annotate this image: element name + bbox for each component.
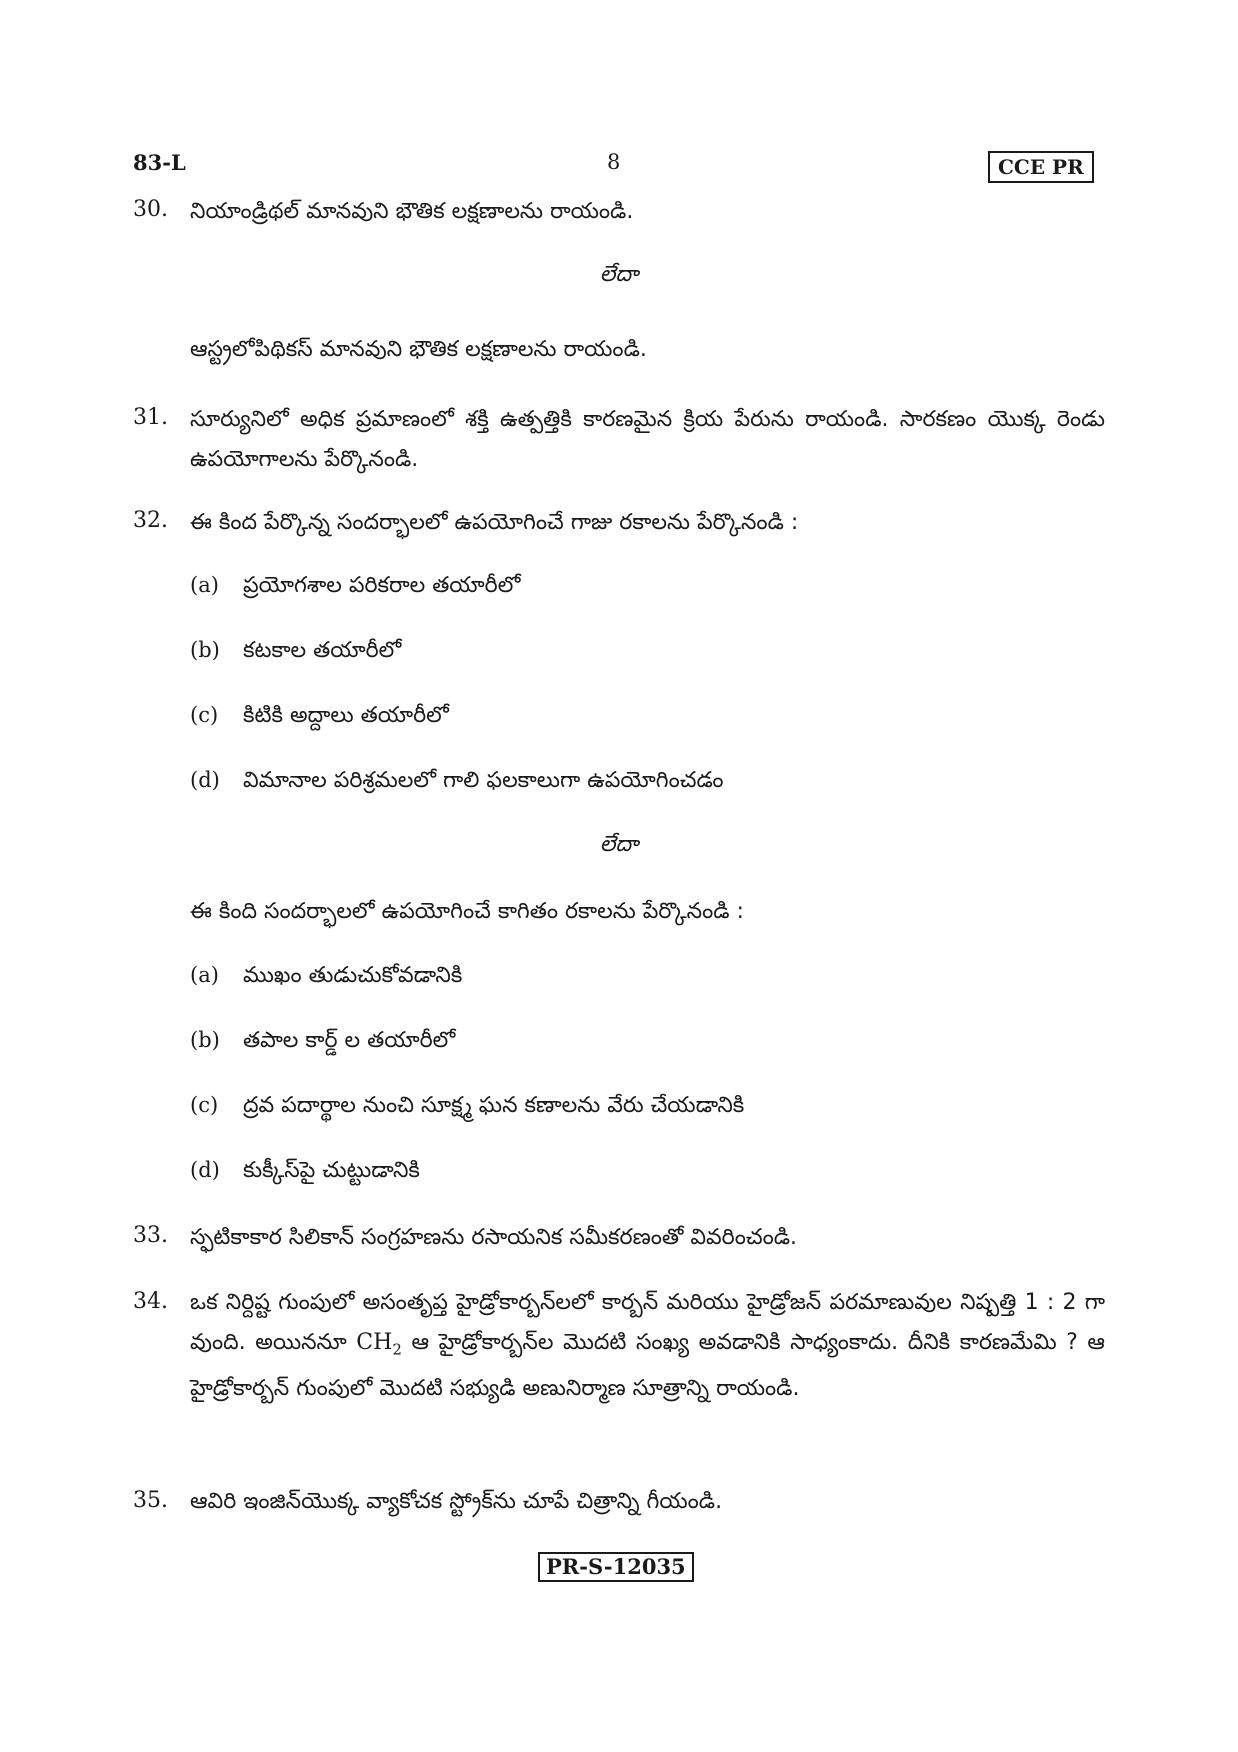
formula-subscript: 2 [392,1340,402,1359]
or-separator-32: లేదా [599,832,639,857]
question-number-34: 34. [133,1289,168,1314]
option-label: (d) [190,1158,220,1182]
question-35-text: ఆవిరి ఇంజిన్‌యొక్క వ్యాకోచక స్ట్రోక్‌ను చూపే చిత్రాన్ని గీయండి. [190,1489,723,1514]
option-text: కుక్కీస్‌పై చుట్టుడానికి [243,1158,420,1183]
option-text: ముఖం తుడుచుకోవడానికి [243,963,463,988]
or-separator-30: లేదా [599,262,639,287]
option-label: (c) [190,1093,219,1117]
option-label: (a) [190,963,219,987]
option-text: విమానాల పరిశ్రమలలో గాలి ఫలకాలుగా ఉపయోగించడం [243,768,724,793]
chemical-formula [356,1330,402,1359]
option-label: (d) [190,768,220,792]
option-text: కిటికి అద్దాలు తయారీలో [243,703,449,728]
question-number-33: 33. [133,1223,168,1248]
question-33-text: స్ఫటికాకార సిలికాన్ సంగ్రహణను రసాయనిక సమీకరణంతో వివరించండి. [190,1225,798,1250]
question-number-31: 31. [133,405,168,430]
option-label: (b) [190,638,220,662]
formula-main: CH [356,1330,393,1355]
page-number: 8 [607,150,621,174]
paper-code: 83-L [133,150,186,175]
question-30-text: నియాండ్రిథల్ మానవుని భౌతిక లక్షణాలను రాయండి. [190,199,634,224]
option-text: కటకాల తయారీలో [243,638,402,663]
exam-tag-box: CCE PR [988,151,1094,183]
question-34-text-part1: ఒక నిర్దిష్ట గుంపులో అసంతృప్త హైడ్రోకార్బన్‌లలో కార్బన్ మరియు హైడ్రోజన్ పరమాణువుల నిష్పత్తి 1 : 2 గా వుంది. అయిననూ [190,1290,1105,1355]
question-34-text-part2: ఆ హైడ్రోకార్బన్‌ల మొదటి సంఖ్య అవడానికి సాధ్యంకాదు. దీనికి కారణమేమి ? ఆ హైడ్రోకార్బన్ గుంపులో మొదటి సభ్యుడి అణునిర్మాణ సూత్రాన్ని రాయండి. [190,1330,1105,1402]
option-text: తపాల కార్డ్ ల తయారీలో [243,1028,456,1053]
question-number-32: 32. [133,508,168,533]
question-30-alt-text: ఆస్ట్రలోపిథికస్ మానవుని భౌతిక లక్షణాలను రాయండి. [190,337,647,362]
option-label: (c) [190,703,219,727]
question-32-alt-text: ఈ కింది సందర్భాలలో ఉపయోగించే కాగితం రకాలను పేర్కొనండి : [190,899,744,924]
question-number-35: 35. [133,1488,168,1513]
question-number-30: 30. [133,197,168,222]
question-32-text: ఈ కింద పేర్కొన్న సందర్భాలలో ఉపయోగించే గాజు రకాలను పేర్కొనండి : [190,510,799,535]
footer-code-box: PR-S-12035 [538,1552,694,1582]
option-label: (b) [190,1028,220,1052]
option-text: ప్రయోగశాల పరికరాల తయారీలో [243,573,521,598]
option-text: ద్రవ పదార్థాల నుంచి సూక్ష్మ ఘన కణాలను వేరు చేయడానికి [243,1093,745,1118]
question-31-text: సూర్యునిలో అధిక ప్రమాణంలో శక్తి ఉత్పత్తికి కారణమైన క్రియ పేరును రాయండి. సారకణం యొక్క రెండు ఉపయోగాలను పేర్కొనండి. [190,407,1105,472]
option-label: (a) [190,573,219,597]
question-34-text [190,1283,1105,1409]
